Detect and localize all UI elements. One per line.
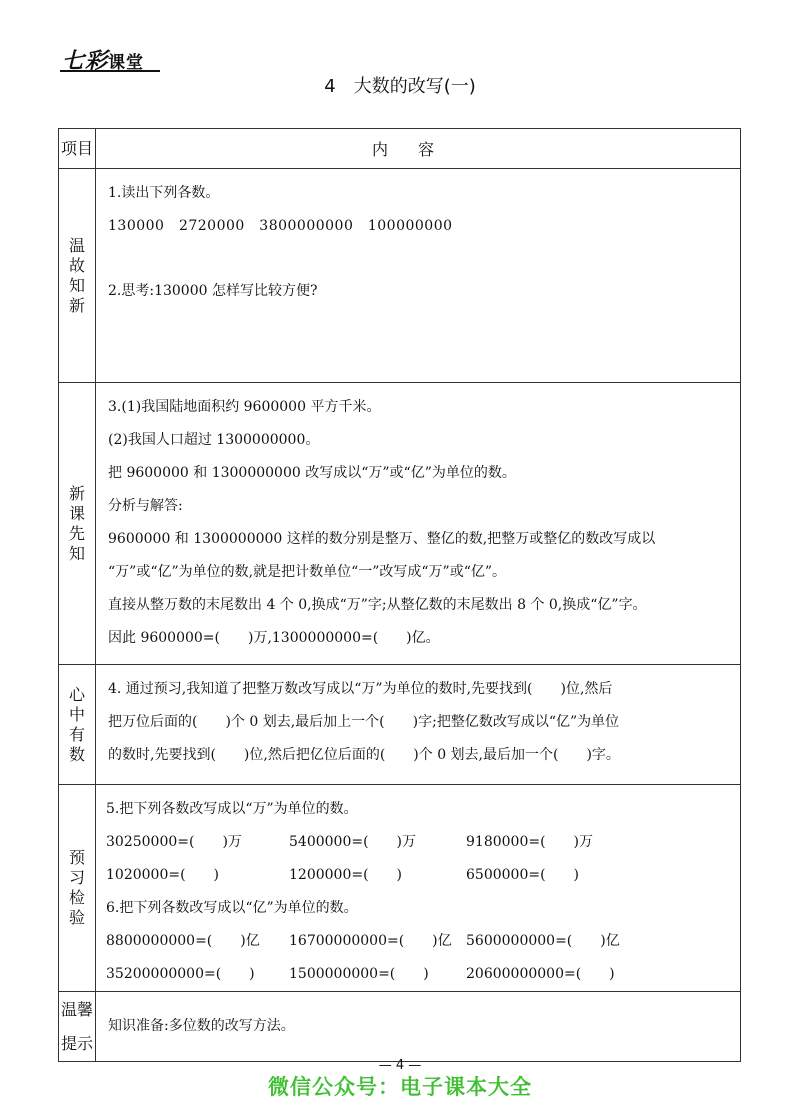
exercise-item: 6500000=( ) bbox=[466, 867, 580, 883]
exercise-item: 9180000=( )万 bbox=[466, 834, 594, 850]
question-text: 1.读出下列各数。 bbox=[108, 185, 220, 201]
section-label: 新课先知 bbox=[68, 483, 85, 563]
exercise-item: 1200000=( ) bbox=[289, 867, 403, 883]
question-text: 2.思考:130000 怎样写比较方便? bbox=[108, 283, 318, 299]
text-line: 直接从整万数的末尾数出 4 个 0,换成“万”字;从整亿数的末尾数出 8 个 0,换成“亿”字。 bbox=[108, 597, 647, 613]
exercise-item: 30250000=( )万 bbox=[106, 834, 242, 850]
section-new-lesson bbox=[59, 383, 741, 665]
text-line: 4. 通过预习,我知道了把整万数改写成以“万”为单位的数时,先要找到( )位,然后 bbox=[108, 681, 613, 697]
exercise-item: 35200000000=( ) bbox=[106, 966, 255, 982]
logo-text-a: 七彩 bbox=[62, 49, 109, 74]
exercise-item: 1500000000=( ) bbox=[289, 966, 429, 982]
number-list: 130000 2720000 3800000000 100000000 bbox=[108, 218, 453, 234]
section-label: 预习检验 bbox=[68, 848, 85, 927]
text-line: 把 9600000 和 1300000000 改写成以“万”或“亿”为单位的数。 bbox=[108, 465, 516, 481]
text-line: 因此 9600000=( )万,1300000000=( )亿。 bbox=[108, 630, 440, 646]
exercise-item: 20600000000=( ) bbox=[466, 966, 615, 982]
exercise-item: 5600000000=( )亿 bbox=[466, 933, 620, 949]
page-title: 4 大数的改写(一) bbox=[324, 76, 476, 97]
section-preview-check bbox=[59, 785, 741, 992]
exercise-row bbox=[106, 859, 730, 892]
exercise-item: 16700000000=( )亿 bbox=[289, 933, 452, 949]
section-label: 温故知新 bbox=[68, 235, 85, 315]
content-table bbox=[58, 128, 741, 1062]
section-label: 心中有数 bbox=[68, 684, 85, 764]
section-understanding bbox=[59, 665, 741, 785]
text-line: 3.(1)我国陆地面积约 9600000 平方千米。 bbox=[108, 399, 381, 415]
text-line: (2)我国人口超过 1300000000。 bbox=[108, 432, 320, 448]
question-text: 5.把下列各数改写成以“万”为单位的数。 bbox=[106, 801, 358, 817]
text-line: “万”或“亿”为单位的数,就是把计数单位“一”改写成“万”或“亿”。 bbox=[108, 564, 507, 580]
exercise-item: 1020000=( ) bbox=[106, 867, 220, 883]
logo-text-b: 课堂 bbox=[108, 53, 145, 73]
tip-text: 知识准备:多位数的改写方法。 bbox=[108, 1018, 295, 1034]
column-header-project: 项目 bbox=[59, 129, 96, 169]
page-number: — 4 — bbox=[378, 1058, 422, 1073]
text-line: 分析与解答: bbox=[108, 498, 183, 514]
section-tips bbox=[59, 992, 741, 1062]
section-label: 温馨 bbox=[60, 999, 93, 1019]
section-review bbox=[59, 169, 741, 383]
text-line: 把万位后面的( )个 0 划去,最后加上一个( )字;把整亿数改写成以“亿”为单位 bbox=[108, 714, 620, 730]
exercise-row bbox=[106, 925, 730, 958]
column-header-content: 内容 bbox=[96, 129, 741, 169]
exercise-row bbox=[106, 826, 730, 859]
wechat-watermark: 微信公众号：电子课本大全 bbox=[268, 1075, 532, 1099]
question-text: 6.把下列各数改写成以“亿”为单位的数。 bbox=[106, 900, 358, 916]
table-header-row bbox=[59, 129, 741, 169]
exercise-item: 8800000000=( )亿 bbox=[106, 933, 260, 949]
text-line: 9600000 和 1300000000 这样的数分别是整万、整亿的数,把整万或整亿的数改写成以 bbox=[108, 531, 656, 547]
section-label: 提示 bbox=[60, 1033, 93, 1053]
exercise-row bbox=[106, 958, 730, 991]
text-line: 的数时,先要找到( )位,然后把亿位后面的( )个 0 划去,最后加一个( )字。 bbox=[108, 747, 620, 763]
exercise-item: 5400000=( )万 bbox=[289, 834, 417, 850]
